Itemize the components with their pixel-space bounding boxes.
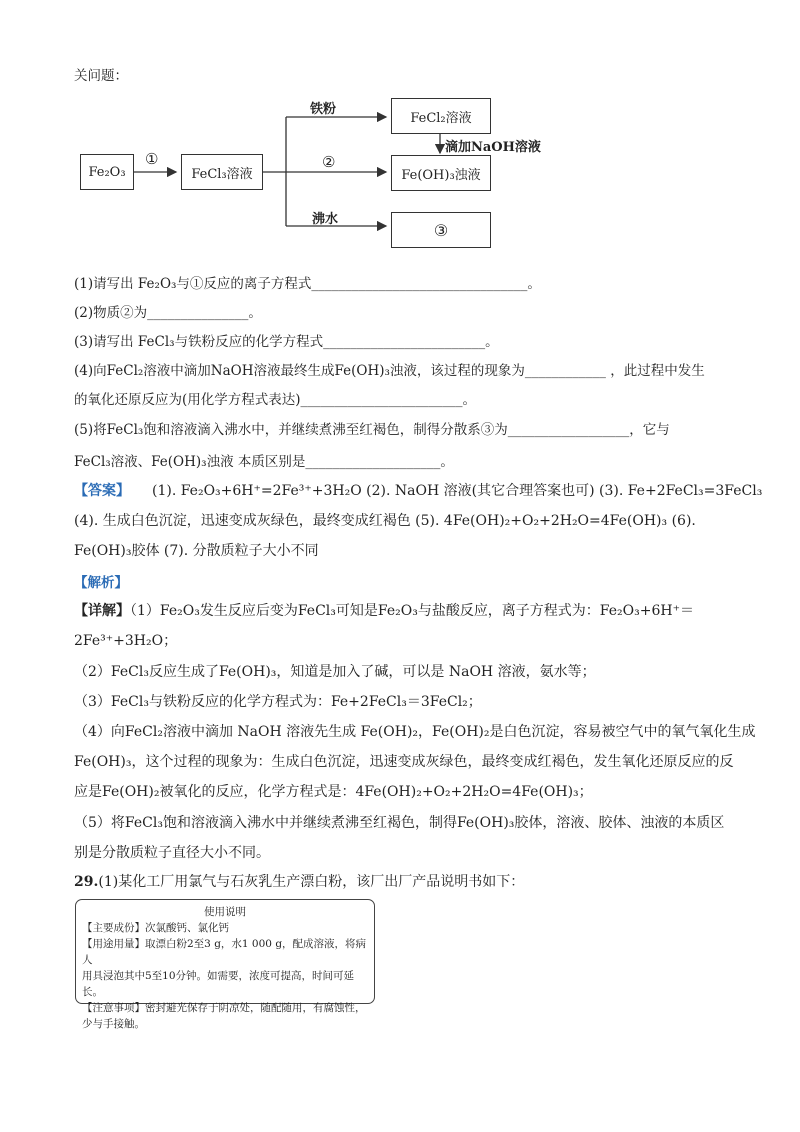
analysis-text1: （1）Fe₂O₃发生反应后变为FeCl₃可知是Fe₂O₃与盐酸反应，离子方程式为：Fe₂O₃+6H⁺＝ — [130, 603, 694, 619]
analysis-line9: 别是分散质粒子直径大小不同。 — [74, 845, 270, 861]
question-5-line2: FeCl₃溶液、Fe(OH)₃浊液 本质区别是____________________。 — [74, 454, 454, 470]
product-manual-box — [75, 899, 375, 1030]
fe-oh3-turbid-box: Fe(OH)₃浊液 — [391, 155, 491, 191]
add-naoh-label: 滴加NaOH溶液 — [445, 140, 541, 155]
answer-line1 — [74, 480, 762, 500]
intro-text: 关问题： — [74, 68, 128, 84]
analysis-line8: （5）将FeCl₃饱和溶液滴入沸水中并继续煮沸至红褐色，制得Fe(OH)₃胶体，溶液、胶体、浊液的本质区 — [74, 815, 725, 831]
detail-tag: 【详解】 — [74, 603, 130, 619]
question-4-line1: (4)向FeCl₂溶液中滴加NaOH溶液最终生成Fe(OH)₃浊液，该过程的现象为____________ ，此过程中发生 — [74, 363, 705, 379]
fe2o3-box: Fe₂O₃ — [80, 154, 134, 190]
question-3: (3)请写出 FeCl₃与铁粉反应的化学方程式________________________。 — [74, 334, 499, 350]
manual-title: 使用说明 — [204, 906, 246, 918]
manual-line4: 【注意事项】密封避光保存于阴凉处，随配随用，有腐蚀性， — [82, 1002, 366, 1014]
boiling-water-label: 沸水 — [312, 212, 339, 227]
manual-line1: 【主要成份】次氯酸钙、氯化钙 — [82, 922, 229, 934]
analysis-line2: 2Fe³⁺+3H₂O； — [74, 633, 178, 649]
analysis-line5: （4）向FeCl₂溶液中滴加 NaOH 溶液先生成 Fe(OH)₂，Fe(OH)₂是白色沉淀，容易被空气中的氧气氧化生成 — [74, 724, 756, 740]
analysis-line3: （2）FeCl₃反应生成了Fe(OH)₃，知道是加入了碱，可以是 NaOH 溶液，氨水等； — [74, 664, 596, 680]
question-5-line1: (5)将FeCl₃饱和溶液滴入沸水中，并继续煮沸至红褐色，制得分散系③为__________________，它与 — [74, 422, 670, 438]
step2-label: ② — [322, 153, 336, 171]
fecl2-solution-box: FeCl₂溶液 — [391, 98, 491, 134]
iron-powder-label: 铁粉 — [310, 102, 337, 117]
analysis-line7: 应是Fe(OH)₂被氧化的反应，化学方程式是：4Fe(OH)₂+O₂+2H₂O=4Fe(OH)₃； — [74, 784, 593, 800]
question-4-line2: 的氧化还原反应为(用化学方程式表达)________________________。 — [74, 392, 477, 408]
analysis-line6: Fe(OH)₃，这个过程的现象为：生成白色沉淀，迅速变成灰绿色，最终变成红褐色，发生氧化还原反应的反 — [74, 754, 734, 770]
answer-line2: (4). 生成白色沉淀，迅速变成灰绿色，最终变成红褐色 (5). 4Fe(OH)₂+O₂+2H₂O=4Fe(OH)₃ (6). — [74, 513, 696, 529]
analysis-line1 — [74, 600, 694, 620]
manual-line5: 少与手接触。 — [82, 1018, 145, 1030]
analysis-tag: 【解析】 — [74, 575, 128, 591]
question-29-number: 29. — [74, 874, 99, 890]
answer-tag: 【答案】 — [74, 483, 130, 499]
question-1: (1)请写出 Fe₂O₃与①反应的离子方程式________________________________。 — [74, 276, 541, 292]
manual-line3: 用具浸泡其中5至10分钟。如需要，浓度可提高，时间可延长。 — [82, 970, 355, 998]
answer-line3: Fe(OH)₃胶体 (7). 分散质粒子大小不同 — [74, 543, 319, 559]
question-29-text: (1)某化工厂用氯气与石灰乳生产漂白粉，该厂出厂产品说明书如下： — [98, 874, 525, 890]
fecl3-solution-box: FeCl₃溶液 — [181, 154, 263, 190]
question-2: (2)物质②为_______________。 — [74, 305, 262, 321]
analysis-line4: （3）FeCl₃与铁粉反应的化学方程式为：Fe+2FeCl₃＝3FeCl₂； — [74, 694, 482, 710]
manual-line2: 【用途用量】取漂白粉2至3 g，水1 000 g，配成溶液，将病人 — [82, 938, 367, 966]
question-29 — [74, 871, 524, 891]
step3-box: ③ — [391, 212, 491, 248]
answer-text1: (1). Fe₂O₃+6H⁺=2Fe³⁺+3H₂O (2). NaOH 溶液(其它合理答案也可) (3). Fe+2FeCl₃=3FeCl₃ — [152, 483, 763, 499]
step1-label: ① — [145, 150, 159, 168]
